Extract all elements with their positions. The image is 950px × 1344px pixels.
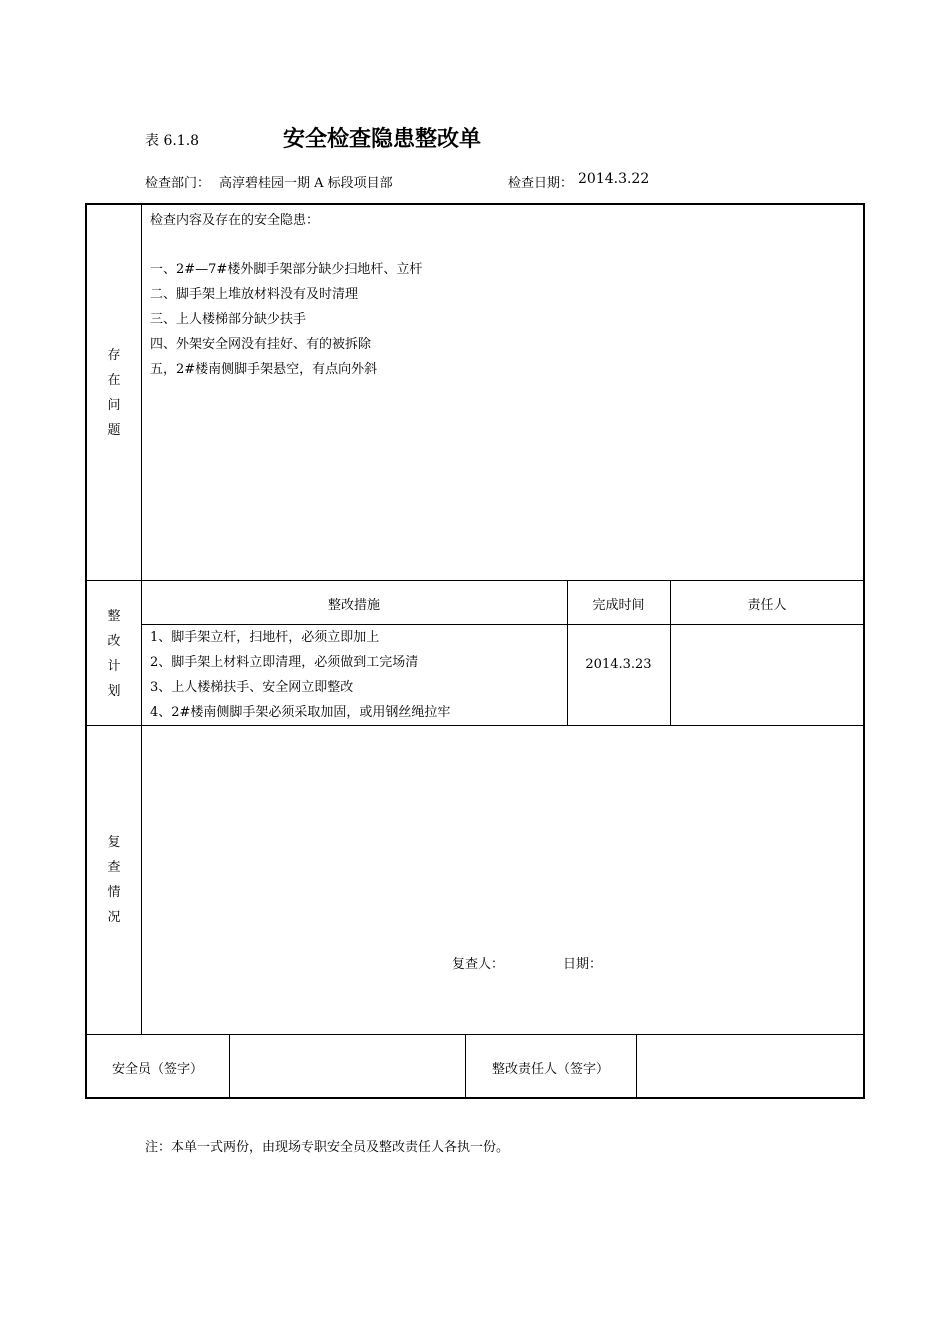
col-header-measures: 整改措施 bbox=[327, 598, 380, 613]
list-item: 三、上人楼梯部分缺少扶手 bbox=[150, 312, 307, 327]
rectify-owner-sign-field[interactable] bbox=[637, 1035, 864, 1098]
problems-list bbox=[150, 257, 422, 382]
list-item: 四、外架安全网没有挂好、有的被拆除 bbox=[150, 337, 372, 352]
list-item: 3、上人楼梯扶手、安全网立即整改 bbox=[150, 680, 354, 695]
safety-officer-sign-label: 安全员（签字） bbox=[111, 1062, 203, 1077]
list-item: 五，2#楼南侧脚手架悬空，有点向外斜 bbox=[150, 362, 378, 377]
date-value: 2014.3.22 bbox=[578, 171, 650, 187]
dept-label: 检查部门： bbox=[145, 176, 211, 191]
problems-side-label: 存 在 问 题 bbox=[107, 348, 121, 438]
list-item: 一、2#—7#楼外脚手架部分缺少扫地杆、立杆 bbox=[150, 262, 423, 277]
list-item: 二、脚手架上堆放材料没有及时清理 bbox=[150, 287, 359, 302]
reviewer-label: 复查人： bbox=[452, 957, 505, 972]
col-header-finish-time: 完成时间 bbox=[592, 598, 645, 613]
date-label: 检查日期： bbox=[508, 176, 574, 191]
page-title: 安全检查隐患整改单 bbox=[283, 127, 482, 152]
problems-intro: 检查内容及存在的安全隐患： bbox=[150, 213, 320, 228]
list-item: 1、脚手架立杆，扫地杆，必须立即加上 bbox=[150, 630, 380, 645]
finish-time-value: 2014.3.23 bbox=[585, 657, 652, 672]
footnote: 注：本单一式两份，由现场专职安全员及整改责任人各执一份。 bbox=[145, 1140, 510, 1155]
safety-officer-sign-field[interactable] bbox=[230, 1035, 465, 1098]
table-number: 表 6.1.8 bbox=[145, 133, 200, 149]
list-item: 4、2#楼南侧脚手架必须采取加固，或用钢丝绳拉牢 bbox=[150, 705, 451, 720]
col-header-owner: 责任人 bbox=[747, 598, 787, 613]
measures-list bbox=[150, 625, 450, 725]
review-date-label: 日期： bbox=[563, 957, 603, 972]
dept-value: 高淳碧桂园一期 A 标段项目部 bbox=[219, 176, 393, 191]
problems-bottom-rule bbox=[86, 580, 864, 581]
plan-side-label: 整 改 计 划 bbox=[107, 609, 121, 699]
review-side-label: 复 查 情 况 bbox=[107, 835, 121, 925]
list-item: 2、脚手架上材料立即清理，必须做到工完场清 bbox=[150, 655, 419, 670]
plan-bottom-rule bbox=[86, 725, 864, 726]
rectify-owner-sign-label: 整改责任人（签字） bbox=[491, 1062, 609, 1077]
